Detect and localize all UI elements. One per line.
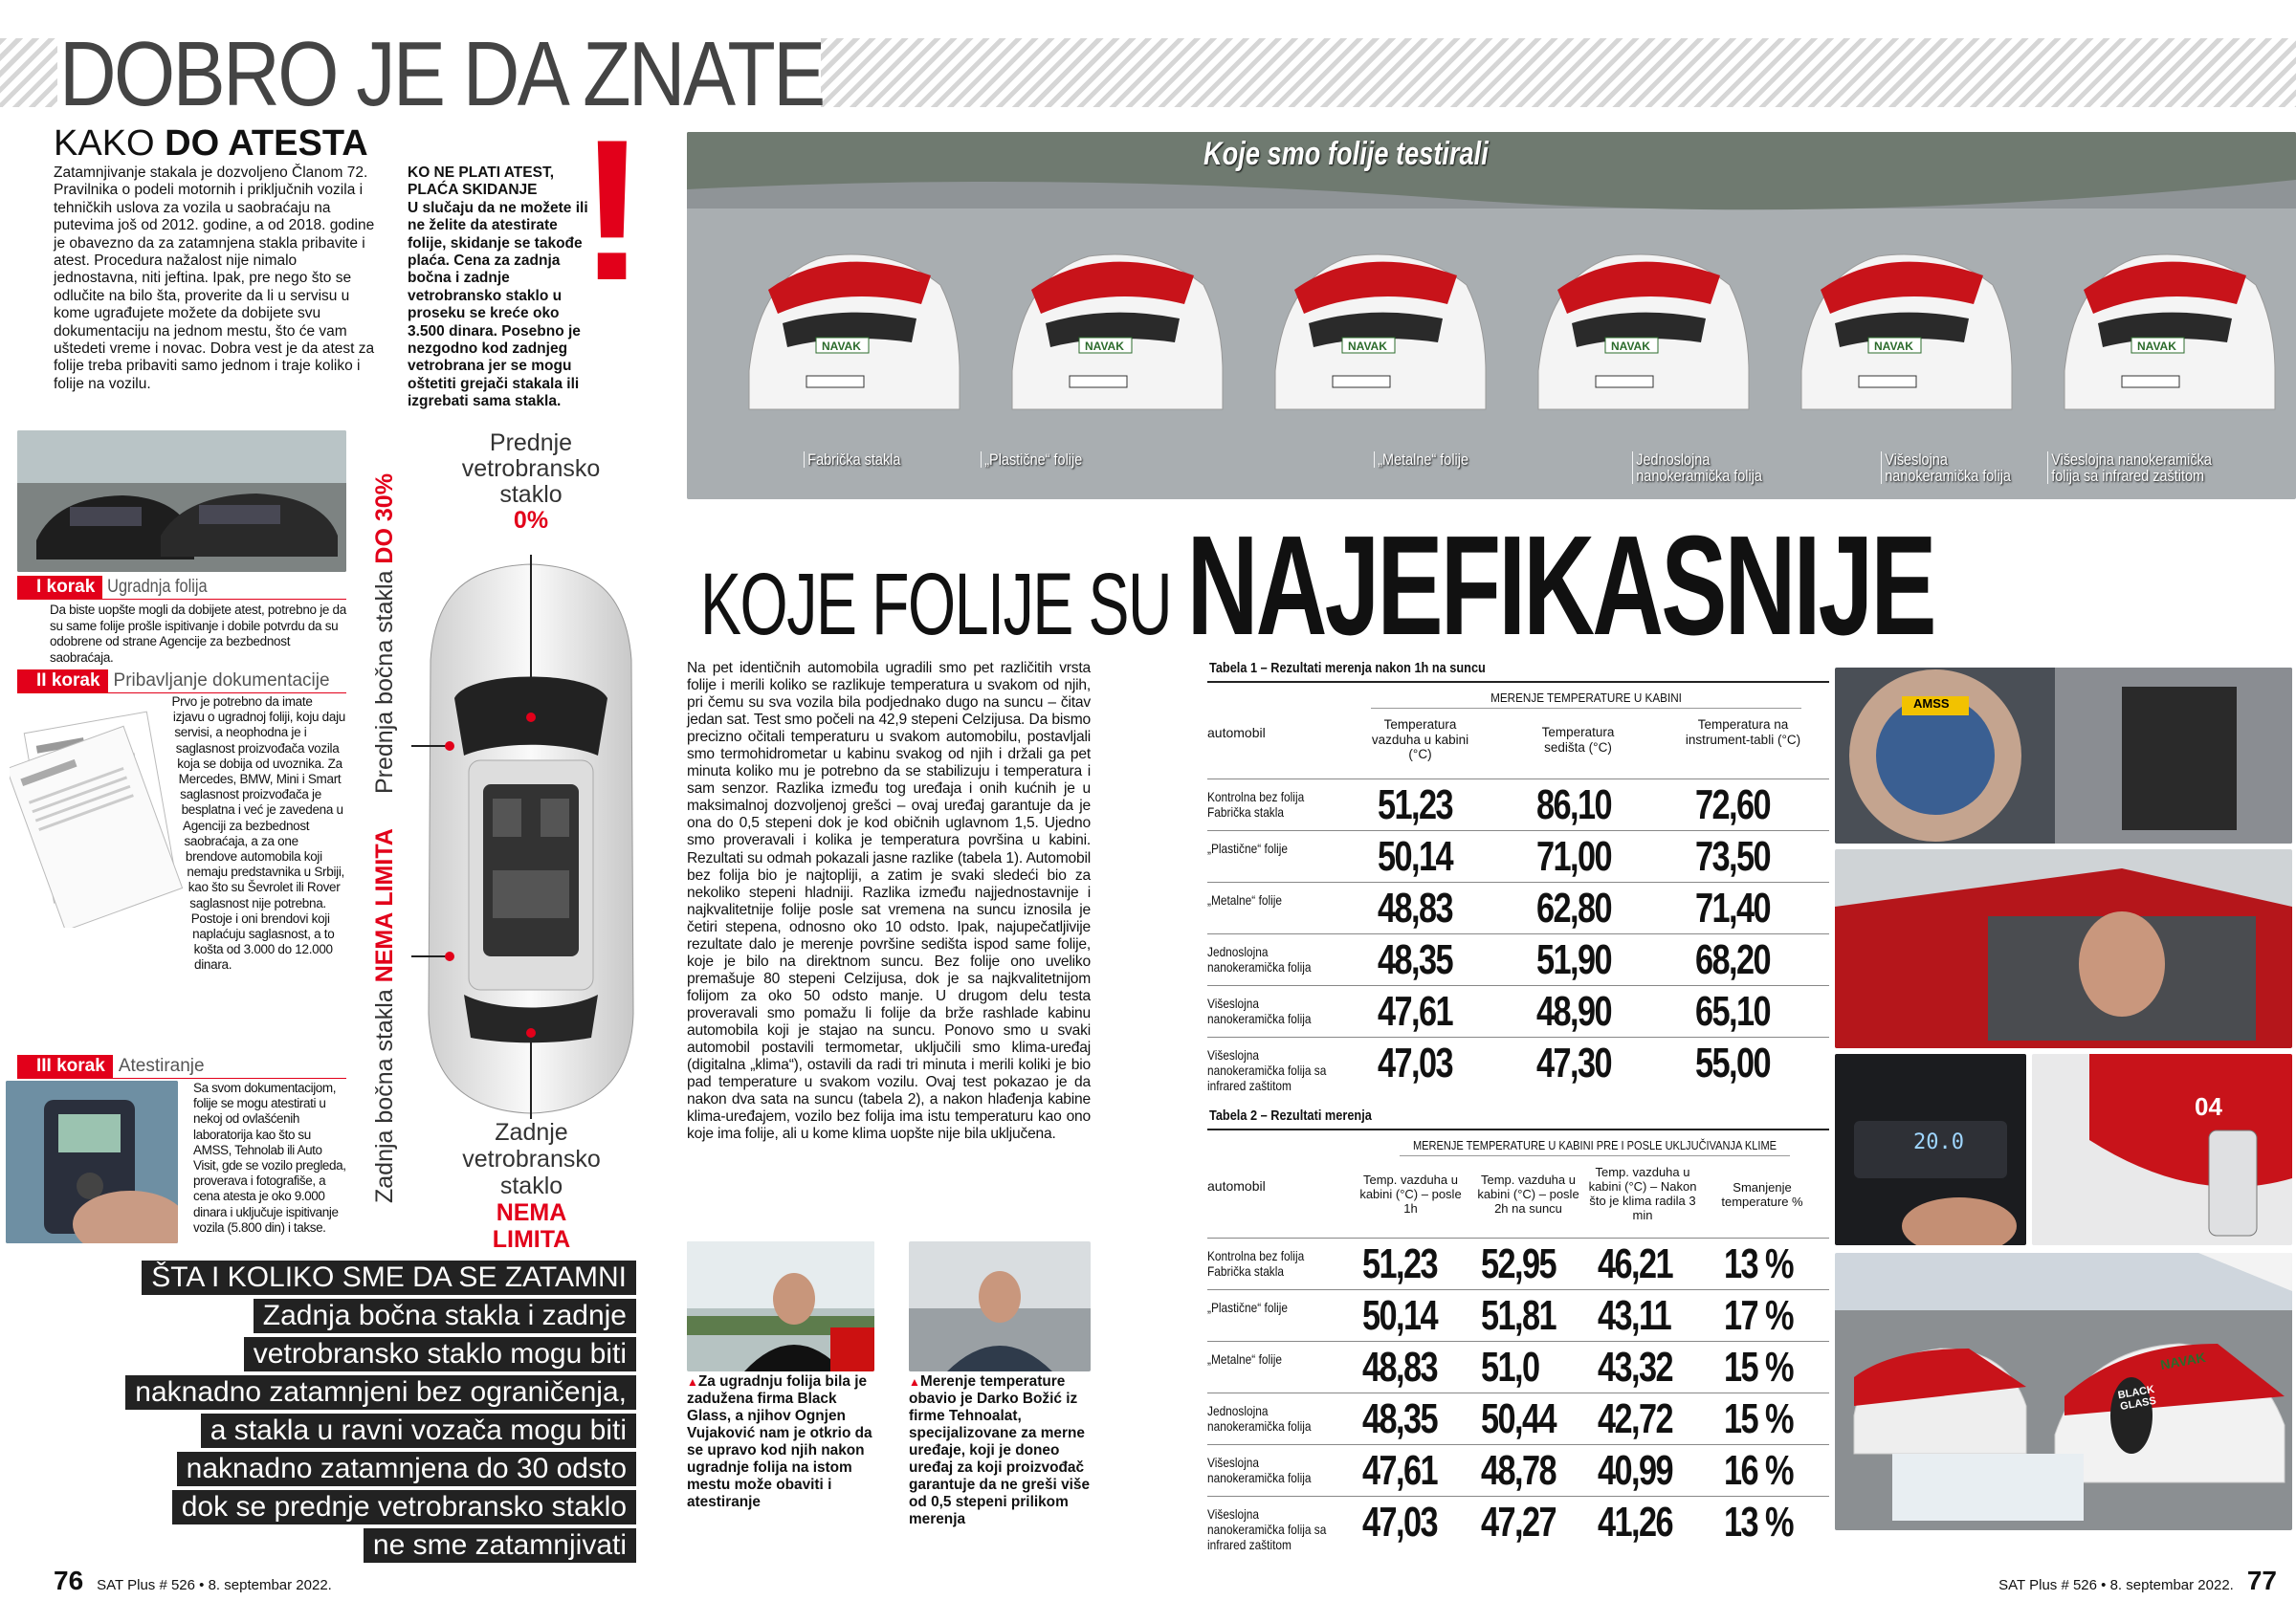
car-topview [411,555,651,1119]
page-number-left: 76 [54,1566,84,1595]
row-label: Jednoslojna nanokeramička folija [1207,1403,1312,1434]
kako-title-light: KAKO [54,123,166,164]
car-label: Višeslojna nanokeramička folija [1881,451,2020,484]
side-rear-value: NEMA LIMITA [371,828,398,983]
footer-left [54,1566,332,1596]
tent-svg [1835,1253,2292,1530]
caption2 [909,1373,1100,1528]
ac-panel-photo [1835,1054,2026,1245]
quote-title: ŠTA I KOLIKO SME DA SE ZATAMNI [142,1261,636,1295]
table1-title: Tabela 1 – Rezultati merenja nakon 1h na suncu [1209,660,1486,676]
caption1-arrow-icon: ▲ [687,1375,698,1389]
front-window-label [459,430,603,534]
row-label: Višeslojna nanokeramička folija sa infrared zaštitom [1207,1506,1327,1552]
car-logo: NAVAK [1611,340,1650,353]
step2-tag: II korak [17,669,108,692]
row-label: „Metalne“ folije [1207,892,1283,908]
person-photo-1-svg [687,1241,874,1371]
cell-value: 15 % [1724,1395,1793,1442]
table1-col0: automobil [1207,725,1266,740]
car-meter-photo [2032,1054,2292,1245]
car-logo: NAVAK [1874,340,1913,353]
cell-value: 73,50 [1695,833,1771,880]
cell-value: 48,90 [1536,988,1612,1035]
row-label: Višeslojna nanokeramička folija [1207,1455,1312,1485]
table2-col1: Temp. vazduha u kabini (°C) – posle 1h [1359,1173,1462,1216]
cars-photo-svg [17,430,346,572]
car-meter-svg [2032,1054,2292,1245]
quote-box [115,1259,636,1565]
car-label: Jednoslojna nanokeramička folija [1632,451,1771,484]
cell-value: 48,83 [1378,885,1453,932]
headline-light: KOJE FOLIJE SU [700,556,1187,653]
warning-text: U slučaju da ne možete ili ne želite da atestirate folije, skidanje se takođe plaća. Cena za zadnja bočna i zadnje vetrobransko staklo u proseku se kreće oko 3.500 dinara. Posebno je nezgodno kod zadnjeg vetrobrana jer se mogu oštetiti grejači stakala ili izgrebati sama stakla. [408,199,588,410]
car-logo: NAVAK [822,340,861,353]
cell-value: 72,60 [1695,781,1771,828]
row-label: Višeslojna nanokeramička folija sa infrared zaštitom [1207,1047,1327,1093]
table-row [1207,1393,1829,1444]
caption1-text: Za ugradnju folija bila je zadužena firma Black Glass, a njihov Ognjen Vujaković nam je otkrio da se upravo kod njih nakon ugradnje folija na istom mestu može obaviti i atestiranje [687,1373,872,1510]
table1-group-header: MERENJE TEMPERATURE U KABINI [1371,691,1801,709]
cell-value: 47,03 [1378,1040,1453,1086]
table-row [1207,779,1829,830]
person-photo-2 [909,1241,1091,1371]
tent-logo-2: BLACK GLASS [2116,1383,2157,1414]
amss-label: AMSS [1913,696,1950,711]
step3-tag: III korak [17,1055,113,1078]
device-svg [6,1081,178,1243]
cell-value: 71,40 [1695,885,1771,932]
car-number: 04 [2195,1092,2222,1121]
car-label: „Metalne“ folije [1374,451,1512,468]
warning-title-2: PLAĆA SKIDANJE [408,182,538,199]
step1-title: Ugradnja folija [107,577,208,597]
table-row [1207,1496,1829,1552]
table-row [1207,1037,1829,1093]
cell-value: 48,83 [1362,1344,1438,1391]
cell-value: 43,32 [1598,1344,1673,1391]
cars-photo [17,430,346,572]
quote-line: vetrobransko staklo mogu biti [244,1337,636,1371]
rear-window-value: NEMA LIMITA [492,1199,571,1253]
step1 [17,576,346,666]
table-row [1207,933,1829,985]
car-label: Višeslojna nanokeramička folija sa infrared zaštitom [2047,451,2235,484]
step2-body: Prvo je potrebno da imate izjavu o ugradnoj foliji, koju daju servisi, a neophodna je i saglasnost proizvođača vozila koja se dobija od uvoznika. Za Mercedes, BMW, Mini i Smart saglasnost proizvođača je besplatna i već je zavedena u Agenciji za bezbednost saobraćaja, a za one brendove automobila koji nemaju predstavnika u Srbiji, kao što su Ševrolet ili Rover saglasnost nije potrebna. Postoje i oni brendovi koji naplaćuju saglasnost, a to košta od 3.000 do 12.000 dinara. [171,694,346,973]
table2-group-header: MERENJE TEMPERATURE U KABINI PRE I POSLE UKLJUČIVANJA KLIME [1400,1138,1790,1156]
table2-col2: Temp. vazduha u kabini (°C) – posle 2h na suncu [1477,1173,1579,1216]
warning-title-1: KO NE PLATI ATEST, [408,164,554,181]
car-logo: NAVAK [1348,340,1387,353]
person-photo-2-svg [909,1241,1091,1371]
car-label: Fabrička stakla [804,451,942,468]
car-logo: NAVAK [2137,340,2176,353]
table-row [1207,882,1829,933]
table-row [1207,1289,1829,1341]
cell-value: 51,23 [1378,781,1453,828]
caption2-arrow-icon: ▲ [909,1375,920,1389]
device-photo [6,1081,178,1243]
quote-line: Zadnja bočna stakla i zadnje [254,1299,636,1333]
step1-tag: I korak [17,576,102,599]
row-label: Višeslojna nanokeramička folija [1207,996,1312,1026]
row-label: „Plastične“ folije [1207,1300,1289,1315]
row-label: „Metalne“ folije [1207,1351,1283,1367]
exclamation-icon: ! [579,98,646,322]
table-row [1207,1238,1829,1289]
step2-text [17,694,346,974]
photo-title: Koje smo folije testirali [1203,136,1489,172]
ac-display: 20.0 [1913,1130,1964,1154]
front-window-text: Prednje vetrobransko staklo [461,429,601,508]
row-label: Jednoslojna nanokeramička folija [1207,944,1312,975]
amss-meter-photo [1835,668,2292,844]
table-row [1207,1341,1829,1393]
section-title: DOBRO JE DA ZNATE [59,23,824,125]
row-label: „Plastične“ folije [1207,841,1289,856]
table-row [1207,1444,1829,1496]
cell-value: 17 % [1724,1292,1793,1339]
cell-value: 47,61 [1362,1447,1438,1494]
cell-value: 46,21 [1598,1240,1673,1287]
quote-line: a stakla u ravni vozača mogu biti [201,1414,636,1448]
footer-right [1998,1566,2277,1596]
table2-col4: Smanjenje temperature % [1721,1180,1803,1209]
cell-value: 51,81 [1481,1292,1556,1339]
cell-value: 47,61 [1378,988,1453,1035]
cars-test-svg [687,132,2296,499]
cell-value: 43,11 [1598,1292,1671,1339]
cell-value: 68,20 [1695,936,1771,983]
quote-line: ne sme zatamnjivati [364,1528,636,1563]
footer-text-right: SAT Plus # 526 • 8. septembar 2022. [1998,1577,2234,1593]
side-rear-text: Zadnja bočna stakla [371,982,398,1203]
amss-meter-svg [1835,668,2292,844]
cell-value: 51,0 [1481,1344,1539,1391]
quote-line: naknadno zatamnjeni bez ograničenja, [125,1375,636,1410]
car-topview-svg [411,555,651,1119]
side-front-value: DO 30% [371,473,398,564]
cell-value: 71,00 [1536,833,1612,880]
quote-lines [115,1297,636,1565]
cell-value: 48,78 [1481,1447,1556,1494]
measurement-photo [1835,849,2292,1048]
table-row [1207,830,1829,882]
cell-value: 65,10 [1695,988,1771,1035]
cell-value: 13 % [1724,1240,1793,1287]
warning-box [408,164,599,411]
tent-photo [1835,1253,2292,1530]
cell-value: 48,35 [1362,1395,1438,1442]
side-front-text: Prednja bočna stakla [371,563,398,794]
table1 [1207,681,1829,1093]
cell-value: 52,95 [1481,1240,1556,1287]
table2-col3: Temp. vazduha u kabini (°C) – Nakon što je klima radila 3 min [1588,1165,1697,1222]
person-photo-1 [687,1241,874,1371]
cell-value: 15 % [1724,1344,1793,1391]
page-number-right: 77 [2246,1566,2277,1595]
kako-title-bold: DO ATESTA [165,123,368,164]
cell-value: 40,99 [1598,1447,1673,1494]
row-label: Kontrolna bez folija Fabrička stakla [1207,1248,1305,1279]
article-text: Na pet identičnih automobila ugradili smo pet različitih vrsta folije i merili koliko se razlikuje temperatura u svakom od njih, pri čemu su sva vozila bila podjednako dugo na suncu – čitav jedan sat. Test smo počeli na 42,9 stepeni Celzijusa. Da bismo precizno očitali temperaturu u svakom automobilu, postavljali smo termohidrometar u kabinu svakog od njih i držali ga pet minuta koliko mu je potrebno da se stabilizuju i temperatura i sam senzor. Razlika između tog uređaja i onih kućnih je u maksimalnoj dozvoljenoj grešci – ovaj uređaj garantuje da je ona do 0,5 stepeni dok je kod običnih uglavnom 1,5. Ujedno smo proveravali i kolika je temperatura površina u kabini. Rezultati su odmah pokazali jasne razlike (tabela 1). Automobil bez folija bio je najtopliji, a zatim je svaki sledeći bio za nekoliko stepeni hladniji. Razlika između najjednostavnije i najkvalitetnije folije posle sat vremena na suncu iznosila je četiri stepena, odnosno oko 10 odsto. Ipak, najupečatljivije rezultate dalo je merenje površine sedišta ispod same folije, koje je bilo na direktnom suncu. Bez folije ono uveliko premašuje 80 stepeni Celzijusa, dok je sa najkvalitetnijom folijom za oko 50 odsto manje. U drugom delu testa proveravali smo pomažu li folije da brže rashlade kabinu automobila koji je stajao na suncu. Ponovo smo u svaki automobil postavili termometar, uključili smo klima-uređaj (digitalna „klima“), ostavili da radi tri minuta i merili koliki je bio pad temperature u svakom vozilu. Ovaj test pokazao je da nakon dva sata na suncu (tabela 2), a nakon hlađenja kabine klima-uređajem, vozilo bez folija ima istu temperaturu kao ono koje ima folije, ali u kome klima uopšte nije bila uključena. [687,660,1091,1143]
table2-col0: automobil [1207,1178,1266,1194]
cell-value: 47,30 [1536,1040,1612,1086]
row-label: Kontrolna bez folija Fabrička stakla [1207,789,1305,820]
headline-bold: NAJEFIKASNIJE [1186,507,1934,665]
rear-window-label [457,1119,606,1253]
header-stripes-left [0,38,57,107]
cell-value: 41,26 [1598,1499,1673,1546]
step1-text: Da biste uopšte mogli da dobijete atest, potrebno je da su same folije prošle ispitivanje i dobile potvrdu da su odobrene od strane Agencije za bezbednost saobraćaja. [50,603,346,665]
side-rear-label [371,828,399,1203]
cell-value: 16 % [1724,1447,1793,1494]
car-label: „Plastične“ folije [981,451,1119,468]
caption1 [687,1373,874,1511]
quote-line: naknadno zatamnjena do 30 odsto [177,1452,636,1486]
cell-value: 50,14 [1378,833,1453,880]
rear-window-text: Zadnje vetrobransko staklo [462,1119,601,1199]
cars-test-photo [687,132,2296,499]
footer-text-left: SAT Plus # 526 • 8. septembar 2022. [97,1577,332,1593]
cell-value: 51,23 [1362,1240,1438,1287]
table1-col3: Temperatura na instrument-tabli (°C) [1685,717,1801,747]
intro-text: Zatamnjivanje stakala je dozvoljeno Članom 72. Pravilnika o podeli motornih i priključnih vozila i tehničkih uslova za vozila u saobraćaju na putevima još od 2012. godine, a od 2018. godine je obavezno da za zatamnjena stakla pribavite i atest. Procedura nažalost nije nimalo jednostavna, niti jeftina. Ipak, pre nego što se odlučite na bilo šta, proverite da li u servisu u kome ugrađujete možete da dobijete svu dokumentaciju na jednom mestu, što će vam uštedeti vreme i novac. Dobra vest je da atest za folije treba pribaviti samo jednom i traje koliko i folije na vozilu. [54,164,375,392]
tent-logo-1: NAVAK [2158,1349,2207,1373]
cell-value: 51,90 [1536,936,1612,983]
step3-title: Atestiranje [118,1056,205,1076]
quote-line: dok se prednje vetrobransko staklo [172,1490,636,1524]
table2 [1207,1129,1829,1552]
step2 [17,669,346,693]
cell-value: 86,10 [1536,781,1612,828]
cell-value: 50,44 [1481,1395,1556,1442]
step3-text: Sa svom dokumentacijom, folije se mogu atestirati u nekoj od ovlašćenih laboratorija kao što su AMSS, Tehnolab ili Auto Visit, gde se vozilo pregleda, proverava i fotografiše, a cena atesta je oko 9.000 dinara i uključuje ispitivanje vozila (5.800 din) i takse. [193,1081,346,1235]
cell-value: 50,14 [1362,1292,1438,1339]
cell-value: 48,35 [1378,936,1453,983]
cell-value: 47,27 [1481,1499,1556,1546]
table1-col2: Temperatura sedišta (°C) [1541,725,1615,755]
front-window-value: 0% [513,507,549,534]
side-front-label [371,473,399,794]
cell-value: 55,00 [1695,1040,1771,1086]
header-stripes-right [821,38,2296,107]
caption2-text: Merenje temperature obavio je Darko Božić iz firme Tehnoalat, specijalizovane za merne uređaje, koji je doneo uređaj za koji proizvođač garantuje da ne greši više od 0,5 stepeni prilikom merenja [909,1373,1091,1527]
kako-title [54,124,368,163]
table-row [1207,985,1829,1037]
cell-value: 13 % [1724,1499,1793,1546]
step3 [17,1055,346,1079]
car-logo: NAVAK [1085,340,1124,353]
cell-value: 47,03 [1362,1499,1438,1546]
measurement-svg [1835,849,2292,1048]
table1-col1: Temperatura vazduha u kabini (°C) [1371,717,1469,761]
cell-value: 42,72 [1598,1395,1673,1442]
step2-title: Pribavljanje dokumentacije [113,670,330,691]
cell-value: 62,80 [1536,885,1612,932]
table2-title: Tabela 2 – Rezultati merenja [1209,1108,1372,1124]
